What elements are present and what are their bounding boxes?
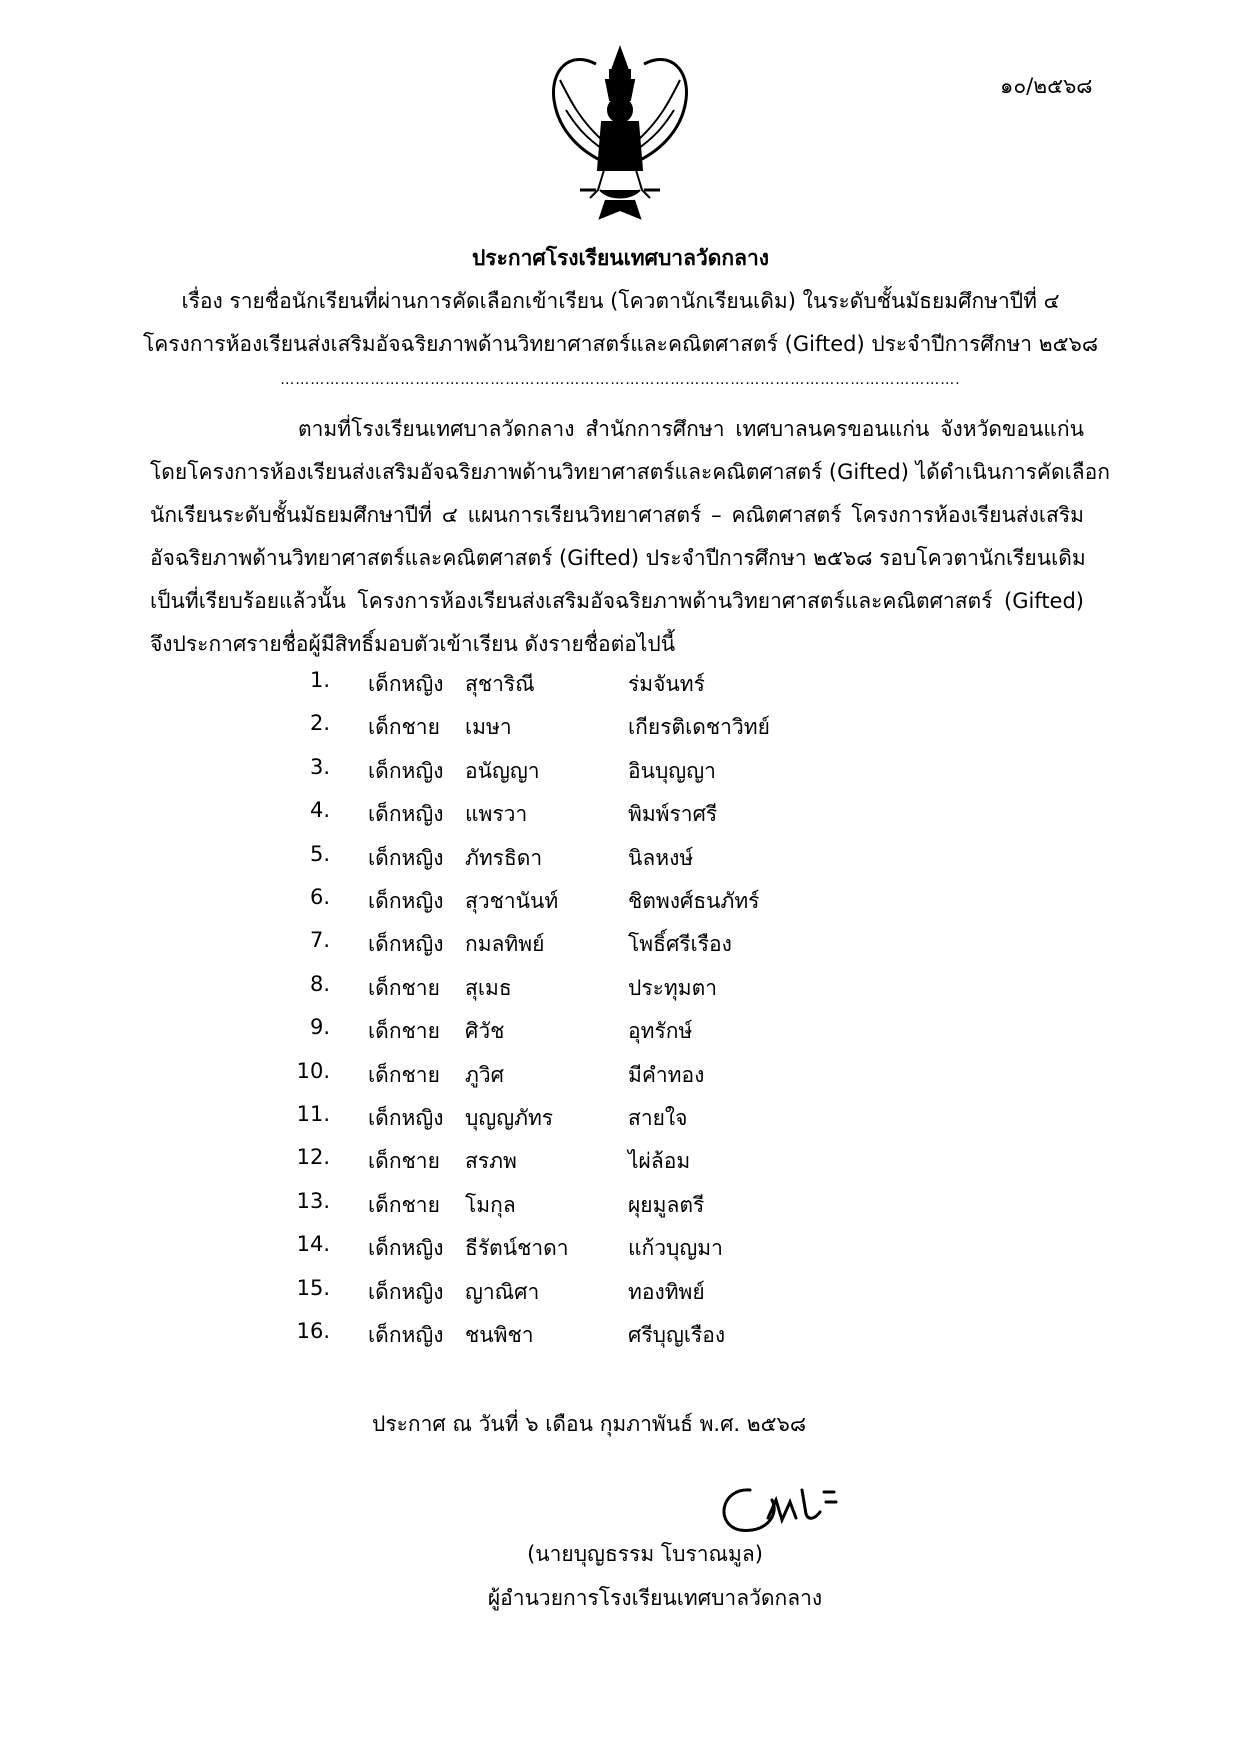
list-item [0, 1102, 1241, 1142]
student-title: เด็กหญิง [368, 758, 444, 783]
list-item [0, 972, 1241, 1012]
student-number: 6. [309, 885, 330, 909]
student-number: 9. [309, 1015, 330, 1040]
student-first-name: สรภพ [465, 1149, 517, 1174]
student-first-name: สุวชานันท์ [465, 889, 559, 913]
announcement-title: ประกาศโรงเรียนเทศบาลวัดกลาง [471, 246, 770, 270]
student-number: 13. [296, 1188, 330, 1213]
list-item [0, 885, 1241, 925]
student-first-name: กมลทิพย์ [465, 932, 545, 957]
body-line: อัจฉริยภาพด้านวิทยาศาสตร์และคณิตศาสตร์ (Gifted) ประจำปีการศึกษา ๒๕๖๘ รอบโควตานักเรียนเดิม [150, 546, 1086, 570]
body-line: จึงประกาศรายชื่อผู้มีสิทธิ์มอบตัวเข้าเรียน ดังรายชื่อต่อไปนี้ [150, 632, 676, 656]
student-number: 7. [309, 928, 330, 953]
student-title: เด็กหญิง [368, 672, 444, 696]
announcement-project: โครงการห้องเรียนส่งเสริมอัจฉริยภาพด้านวิทยาศาสตร์และคณิตศาสตร์ (Gifted) ประจำปีการศึกษา ๒๕๖๘ [142, 332, 1099, 356]
student-last-name: พิมพ์ราศรี [628, 802, 718, 827]
student-last-name: ผุยมูลตรี [628, 1192, 705, 1217]
student-title: เด็กชาย [368, 715, 440, 740]
student-last-name: ทองทิพย์ [628, 1279, 705, 1304]
student-title: เด็กชาย [368, 975, 440, 1000]
student-title: เด็กหญิง [368, 1279, 444, 1304]
list-item [0, 1015, 1241, 1055]
student-title: เด็กชาย [368, 1192, 440, 1217]
list-item [0, 842, 1241, 882]
student-number: 11. [296, 1102, 330, 1126]
signer-position: ผู้อำนวยการโรงเรียนเทศบาลวัดกลาง [487, 1586, 823, 1610]
student-title: เด็กหญิง [368, 889, 444, 913]
body-line: นักเรียนระดับชั้นมัธยมศึกษาปีที่ ๔ แผนการเรียนวิทยาศาสตร์ – คณิตศาสตร์ โครงการห้องเรียนส่งเสริม [150, 503, 1084, 527]
student-first-name: สุเมธ [465, 975, 512, 1000]
body-line: เป็นที่เรียบร้อยแล้วนั้น โครงการห้องเรียนส่งเสริมอัจฉริยภาพด้านวิทยาศาสตร์และคณิตศาสตร์ (Gifted) [150, 589, 1084, 613]
list-item [0, 755, 1241, 795]
list-item [0, 1059, 1241, 1099]
list-item [0, 1319, 1241, 1359]
list-item [0, 928, 1241, 968]
student-first-name: แพรวา [465, 802, 528, 827]
student-title: เด็กหญิง [368, 1236, 444, 1261]
student-first-name: เมษา [465, 715, 512, 740]
student-last-name: สายใจ [628, 1106, 688, 1130]
list-item [0, 711, 1241, 751]
student-first-name: บุญญภัทร [465, 1106, 554, 1130]
student-last-name: ประทุมตา [628, 975, 718, 1000]
student-number: 10. [296, 1058, 330, 1083]
student-title: เด็กชาย [368, 1019, 440, 1044]
list-item [0, 1189, 1241, 1229]
student-first-name: อนัญญา [465, 758, 540, 783]
student-last-name: ไผ่ล้อม [628, 1149, 691, 1174]
list-item [0, 1145, 1241, 1185]
student-last-name: โพธิ์ศรีเรือง [628, 932, 732, 957]
student-number: 3. [309, 754, 330, 779]
student-number: 8. [309, 971, 330, 996]
student-title: เด็กหญิง [368, 1106, 444, 1130]
student-last-name: อินบุญญา [628, 758, 716, 783]
announcement-subject: เรื่อง รายชื่อนักเรียนที่ผ่านการคัดเลือกเข้าเรียน (โควตานักเรียนเดิม) ในระดับชั้นมัธยมศึกษาปีที่ ๔ [181, 289, 1060, 313]
document-number: ๑๐/๒๕๖๘ [1000, 74, 1093, 98]
body-line: โดยโครงการห้องเรียนส่งเสริมอัจฉริยภาพด้านวิทยาศาสตร์และคณิตศาสตร์ (Gifted) ได้ดำเนินการคัดเลือก [150, 460, 1110, 484]
student-first-name: ภัทรธิดา [465, 845, 543, 870]
student-first-name: สุชาริณี [465, 672, 535, 696]
student-number: 4. [309, 798, 330, 823]
list-item [0, 798, 1241, 838]
student-number: 2. [309, 711, 330, 736]
student-first-name: ภูวิศ [465, 1062, 504, 1087]
student-title: เด็กชาย [368, 1149, 440, 1174]
student-last-name: ร่มจันทร์ [628, 672, 705, 696]
student-last-name: นิลหงษ์ [628, 845, 694, 870]
student-title: เด็กหญิง [368, 1323, 444, 1347]
student-last-name: แก้วบุญมา [628, 1236, 723, 1261]
student-number: 16. [296, 1319, 330, 1343]
student-last-name: ศรีบุญเรือง [628, 1323, 726, 1347]
student-number: 15. [296, 1275, 330, 1300]
garuda-emblem-icon [540, 40, 700, 230]
student-number: 12. [296, 1145, 330, 1170]
student-last-name: ชิตพงศ์ธนภัทร์ [628, 889, 760, 913]
list-item [0, 1232, 1241, 1272]
student-title: เด็กหญิง [368, 845, 444, 870]
announcement-date: ประกาศ ณ วันที่ ๖ เดือน กุมภาพันธ์ พ.ศ. ๒๕๖๘ [372, 1412, 807, 1436]
student-first-name: โมกุล [465, 1192, 516, 1217]
body-line: ตามที่โรงเรียนเทศบาลวัดกลาง สำนักการศึกษา เทศบาลนครขอนแก่น จังหวัดขอนแก่น [298, 417, 1084, 441]
signer-name: (นายบุญธรรม โบราณมูล) [527, 1542, 763, 1566]
student-last-name: เกียรติเดชาวิทย์ [628, 715, 770, 740]
student-last-name: มีคำทอง [628, 1062, 705, 1087]
student-title: เด็กหญิง [368, 932, 444, 957]
student-title: เด็กหญิง [368, 802, 444, 827]
list-item [0, 1276, 1241, 1316]
student-number: 5. [309, 841, 330, 866]
student-first-name: ชนพิชา [465, 1323, 534, 1347]
separator-dots: ………………………………………………………………………………………………………………………. [280, 372, 961, 388]
student-number: 1. [309, 668, 330, 692]
student-first-name: ธีรัตน์ชาดา [465, 1236, 569, 1261]
student-title: เด็กชาย [368, 1062, 440, 1087]
student-last-name: อุทรักษ์ [628, 1019, 693, 1044]
list-item [0, 668, 1241, 708]
student-number: 14. [296, 1232, 330, 1257]
student-first-name: ญาณิศา [465, 1279, 540, 1304]
student-first-name: ศิวัช [465, 1019, 505, 1044]
